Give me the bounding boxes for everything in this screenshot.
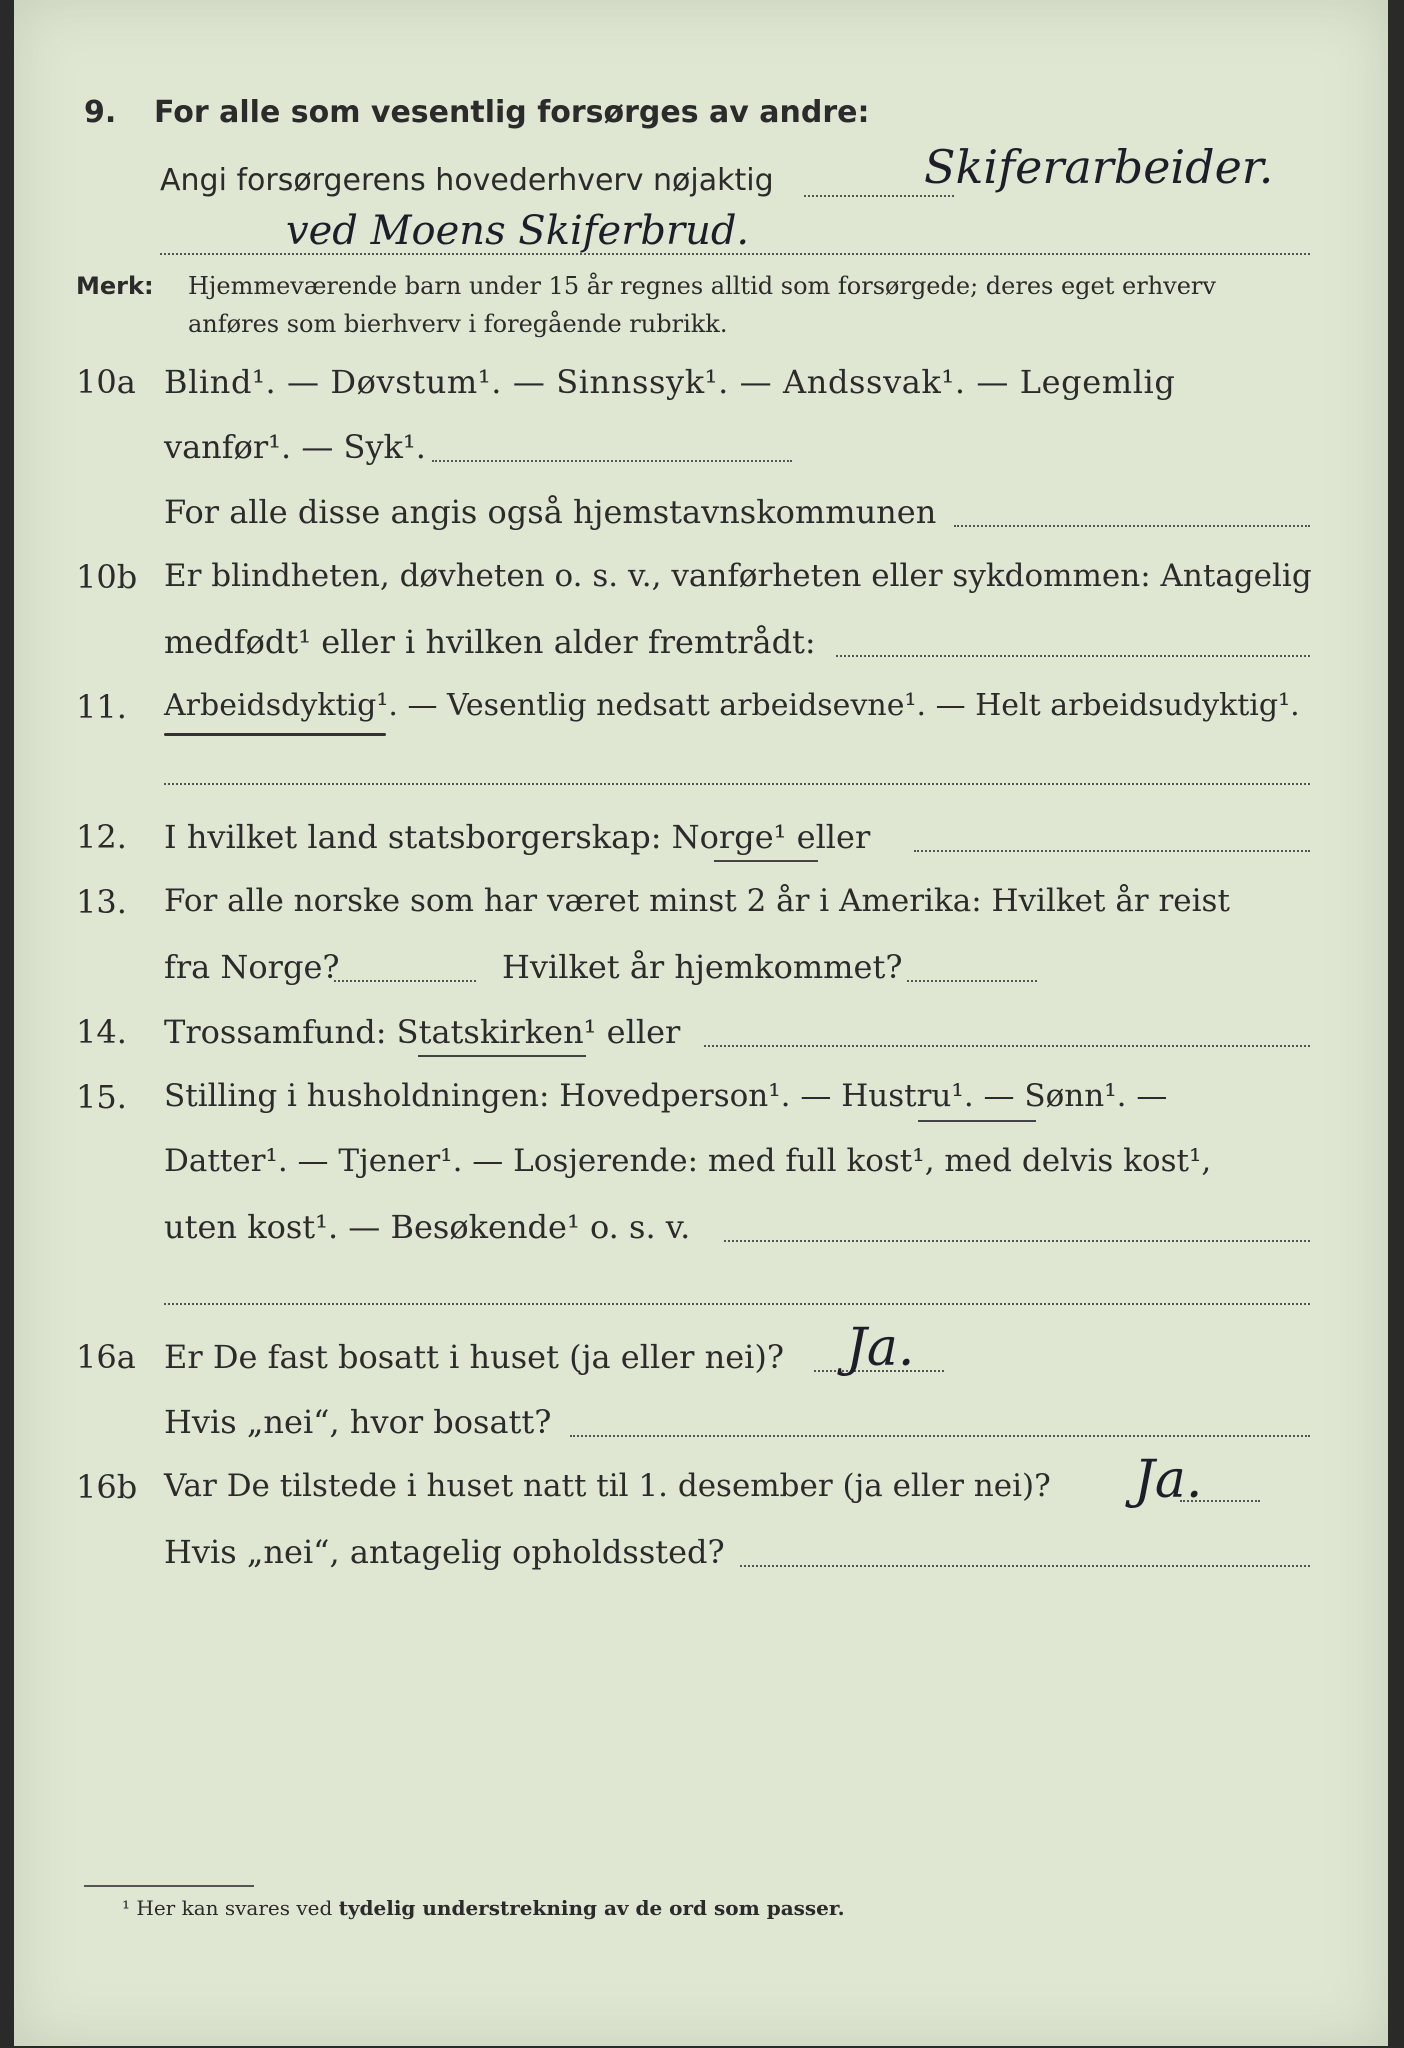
q9-dotted-line — [804, 195, 954, 197]
q12-number: 12. — [76, 818, 127, 856]
q11-underline-arbeidsdyktig — [164, 733, 386, 736]
q12-underline-norge — [714, 860, 818, 862]
q16a-handwritten-answer: Ja. — [846, 1318, 915, 1378]
q9-dotted-line2 — [160, 253, 1310, 255]
q11-line1: Arbeidsdyktig¹. — Vesentlig nedsatt arbeidsevne¹. — Helt arbeidsudyktig¹. — [164, 688, 1300, 723]
q15-dotted-line1 — [724, 1240, 1310, 1242]
q14-underline-statskirken — [418, 1055, 586, 1057]
q9-handwritten-answer2: ved Moens Skiferbrud. — [286, 208, 750, 254]
q13-line2b: Hvilket år hjemkommet? — [502, 948, 903, 986]
q10a-line3: For alle disse angis også hjemstavnskommunen — [164, 493, 937, 531]
q15-line2: Datter¹. — Tjener¹. — Losjerende: med full kost¹, med delvis kost¹, — [164, 1143, 1212, 1179]
q16b-handwritten-answer: Ja. — [1134, 1450, 1203, 1510]
merk-line1: Hjemmeværende barn under 15 år regnes alltid som forsørgede; deres eget erhverv — [188, 272, 1216, 300]
q15-line1: Stilling i husholdningen: Hovedperson¹. — Hustru¹. — Sønn¹. — — [164, 1078, 1168, 1114]
footnote-mark: ¹ — [122, 1896, 131, 1920]
q10a-dotted-line2 — [954, 525, 1310, 527]
q14-line1: Trossamfund: Statskirken¹ eller — [164, 1013, 681, 1051]
q9-line2: Angi forsørgerens hovederhverv nøjaktig — [160, 163, 774, 198]
q12-dotted-line — [914, 850, 1310, 852]
q9-handwritten-answer1: Skiferarbeider. — [924, 140, 1274, 194]
q14-dotted-line — [704, 1045, 1310, 1047]
q15-underline-hustru — [918, 1120, 1036, 1122]
q10b-line1: Er blindheten, døvheten o. s. v., vanførheten eller sykdommen: Antagelig — [164, 558, 1312, 594]
q16a-line1: Er De fast bosatt i huset (ja eller nei)? — [164, 1338, 785, 1376]
q16a-dotted-line2 — [570, 1435, 1310, 1437]
merk-label: Merk: — [76, 272, 154, 300]
census-form-page — [14, 0, 1388, 2046]
footnote — [122, 1896, 845, 1920]
q13-line1: For alle norske som har været minst 2 år i Amerika: Hvilket år reist — [164, 883, 1230, 919]
footnote-rule — [84, 1885, 254, 1887]
q16b-number: 16b — [76, 1468, 138, 1506]
q10a-number: 10a — [76, 363, 136, 401]
merk-line2: anføres som bierhverv i foregående rubrikk. — [188, 310, 728, 338]
q16b-dotted-line1 — [1180, 1500, 1260, 1502]
q16a-line2: Hvis „nei“, hvor bosatt? — [164, 1403, 552, 1441]
footnote-text: Her kan svares ved — [136, 1896, 333, 1920]
q16b-line1: Var De tilstede i huset natt til 1. desember (ja eller nei)? — [164, 1468, 1051, 1504]
q15-line3: uten kost¹. — Besøkende¹ o. s. v. — [164, 1208, 691, 1246]
q9-number: 9. — [84, 95, 117, 130]
q13-dotted-line2 — [907, 980, 1037, 982]
q11-number: 11. — [76, 688, 127, 726]
q13-dotted-line1 — [334, 980, 476, 982]
q16b-line2: Hvis „nei“, antagelig opholdssted? — [164, 1533, 725, 1571]
q15-number: 15. — [76, 1078, 127, 1116]
q16a-number: 16a — [76, 1338, 136, 1376]
q13-line2a: fra Norge? — [164, 948, 340, 986]
q14-number: 14. — [76, 1013, 127, 1051]
q10a-line2: vanfør¹. — Syk¹. — [164, 428, 426, 466]
q10a-dotted-line1 — [432, 460, 792, 462]
q12-line1: I hvilket land statsborgerskap: Norge¹ eller — [164, 818, 871, 856]
q9-line1: For alle som vesentlig forsørges av andre: — [154, 95, 870, 130]
q10a-line1: Blind¹. — Døvstum¹. — Sinnssyk¹. — Andssvak¹. — Legemlig — [164, 363, 1176, 401]
q10b-number: 10b — [76, 558, 138, 596]
q16b-dotted-line2 — [740, 1565, 1310, 1567]
q13-number: 13. — [76, 883, 127, 921]
q10b-line2: medfødt¹ eller i hvilken alder fremtrådt: — [164, 623, 816, 661]
q15-dotted-line2 — [164, 1303, 1310, 1305]
q10b-dotted-line — [836, 655, 1310, 657]
q11-dotted-line — [164, 783, 1310, 785]
footnote-text-bold: tydelig understrekning av de ord som passer. — [338, 1896, 845, 1920]
